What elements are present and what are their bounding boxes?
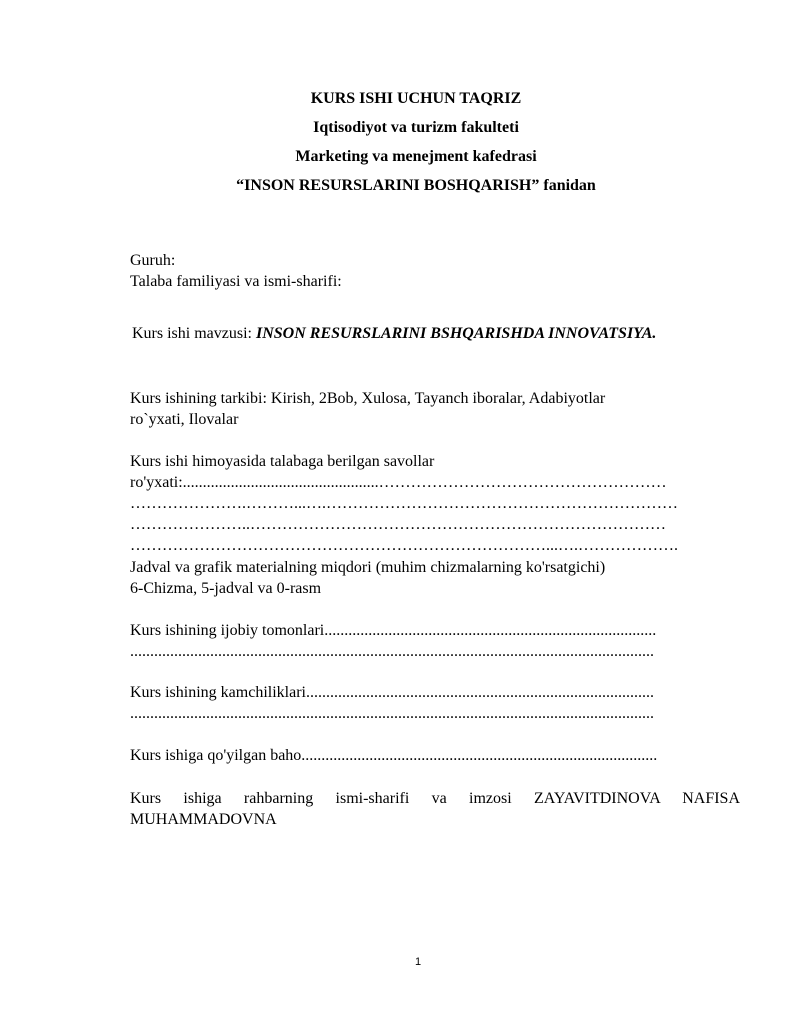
materials-line-1: Jadval va grafik materialning miqdori (muhim chizmalarning ko'rsatgichi) xyxy=(130,559,606,576)
questions-line-3: …………………..…………………………………………………………………… xyxy=(130,516,666,533)
supervisor-line-1: Kurs ishiga rahbarning ismi-sharifi va imzosi ZAYAVITDINOVA NAFISA xyxy=(130,790,740,807)
grade-line: Kurs ishiga qo'yilgan baho......................................................................................... xyxy=(130,747,658,764)
subject-name: “INSON RESURSLARINI BOSHQARISH” fanidan xyxy=(236,177,596,194)
questions-line-2: ………………….………...….………………………………………………………… xyxy=(130,495,678,512)
supervisor-line-2: MUHAMMADOVNA xyxy=(130,811,277,828)
questions-label: Kurs ishi himoyasida talabaga berilgan savollar xyxy=(130,453,435,470)
topic-value: INSON RESURSLARINI BSHQARISHDA INNOVATSIYA. xyxy=(256,325,657,342)
faculty-name: Iqtisodiyot va turizm fakulteti xyxy=(313,119,519,136)
materials-line-2: 6-Chizma, 5-jadval va 0-rasm xyxy=(130,580,322,597)
positives-line-2: ................................................................................................................................... xyxy=(130,643,654,660)
group-label: Guruh: xyxy=(130,252,176,269)
structure-line-2: ro`yxati, Ilovalar xyxy=(130,411,239,428)
topic-label: Kurs ishi mavzusi: xyxy=(132,325,256,342)
questions-line-1: ro'yxati:.................................................……………………………………………… xyxy=(130,474,667,491)
student-name-label: Talaba familiyasi va ismi-sharifi: xyxy=(130,273,342,290)
positives-line-1: Kurs ishining ijobiy tomonlari................................................................................... xyxy=(130,622,657,639)
questions-line-4: ……………………………………………………………………...….………………. xyxy=(130,537,678,554)
shortcomings-line-1: Kurs ishining kamchiliklari....................................................................................... xyxy=(130,684,654,701)
department-name: Marketing va menejment kafedrasi xyxy=(295,148,537,165)
document-title: KURS ISHI UCHUN TAQRIZ xyxy=(310,90,522,107)
shortcomings-line-2: ................................................................................................................................... xyxy=(130,705,654,722)
topic-line xyxy=(132,323,656,344)
structure-line-1: Kurs ishining tarkibi: Kirish, 2Bob, Xulosa, Tayanch iboralar, Adabiyotlar xyxy=(130,390,606,407)
page-number: 1 xyxy=(414,956,422,968)
